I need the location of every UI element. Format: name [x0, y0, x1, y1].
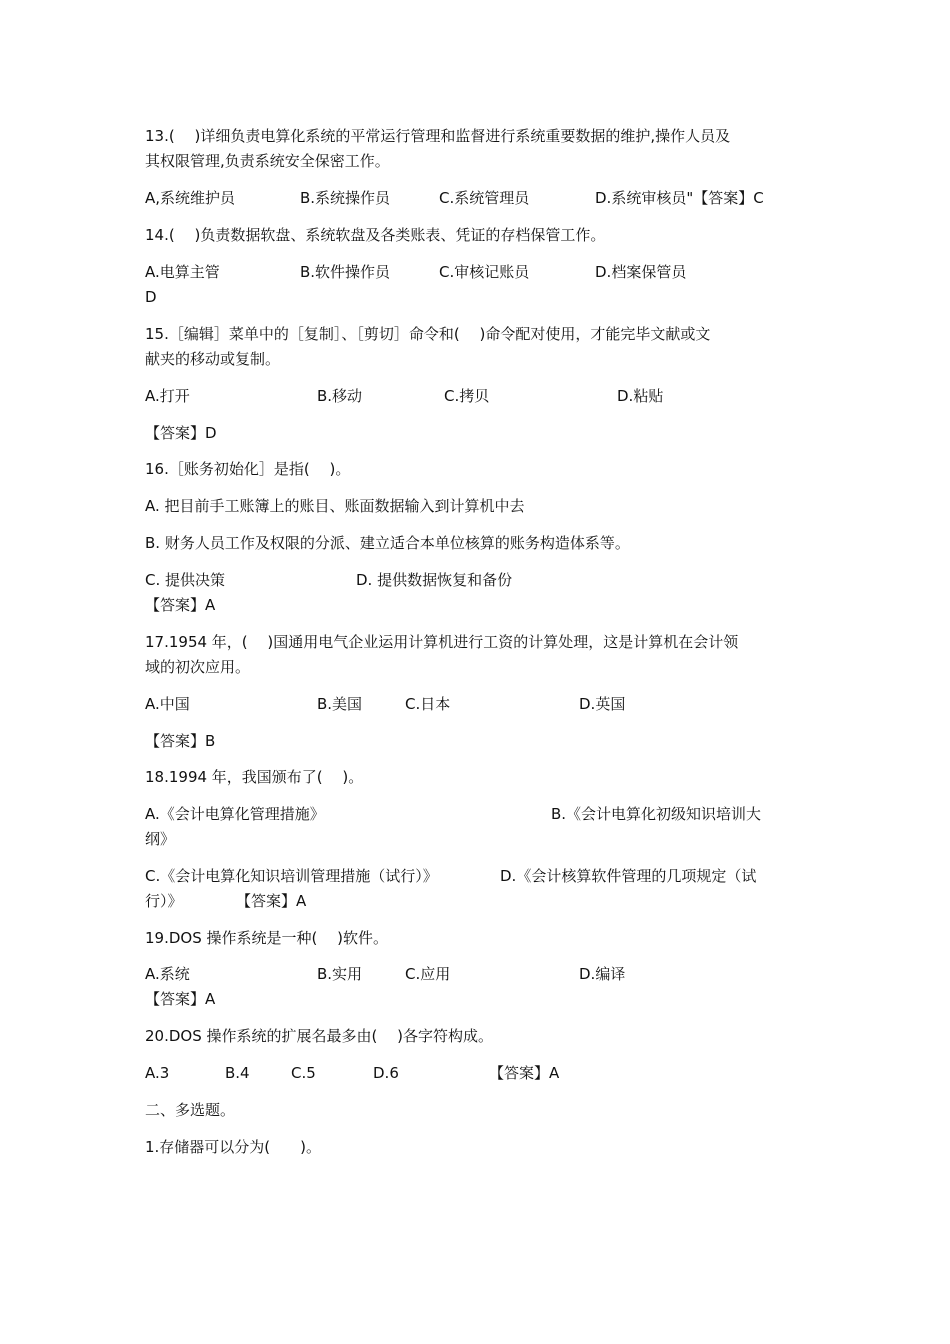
question-15-answer: 【答案】D [145, 424, 217, 442]
question-16-stem: 16.［账务初始化］是指( )。 [145, 460, 351, 478]
question-17-option-b: B.美国 [317, 695, 363, 713]
question-17-option-d: D.英国 [579, 695, 626, 713]
question-17-stem-line-1: 17.1954 年，( )国通用电气企业运用计算机进行工资的计算处理，这是计算机在会计领 [145, 633, 739, 651]
question-13-option-c: C.系统管理员 [439, 189, 530, 207]
question-20-stem: 20.DOS 操作系统的扩展名最多由( )各字符构成。 [145, 1027, 493, 1045]
question-16-option-a: A. 把目前手工账簿上的账目、账面数据输入到计算机中去 [145, 497, 525, 515]
mc-question-1-stem: 1.存储器可以分为( )。 [145, 1138, 322, 1156]
question-16-option-c: C. 提供决策 [145, 571, 226, 589]
question-19-option-c: C.应用 [405, 965, 451, 983]
question-18-option-a: A.《会计电算化管理措施》 [145, 805, 325, 823]
section-heading-multiple-choice: 二、多选题。 [145, 1101, 236, 1119]
question-15-stem-line-2: 献夹的移动或复制。 [145, 350, 281, 368]
question-20-option-c: C.5 [291, 1064, 316, 1082]
question-20-option-b: B.4 [225, 1064, 250, 1082]
question-20-option-d: D.6 [373, 1064, 399, 1082]
question-18-option-b-cont: 纲》 [145, 830, 176, 848]
question-15-option-c: C.拷贝 [444, 387, 490, 405]
question-20-option-a: A.3 [145, 1064, 170, 1082]
question-14-stem: 14.( )负责数据软盘、系统软盘及各类账表、凭证的存档保管工作。 [145, 226, 606, 244]
question-17-stem-line-2: 域的初次应用。 [145, 658, 251, 676]
question-16-option-b: B. 财务人员工作及权限的分派、建立适合本单位核算的账务构造体系等。 [145, 534, 630, 552]
question-18-stem: 18.1994 年，我国颁布了( )。 [145, 768, 364, 786]
question-17-option-c: C.日本 [405, 695, 451, 713]
question-13-stem-line-2: 其权限管理,负责系统安全保密工作。 [145, 152, 390, 170]
question-18-option-d-cont: 行）》 [145, 892, 183, 910]
question-13-option-a: A,系统维护员 [145, 189, 236, 207]
question-14-option-b: B.软件操作员 [300, 263, 391, 281]
question-14-option-a: A.电算主管 [145, 263, 220, 281]
question-15-stem-line-1: 15.［编辑］菜单中的［复制］、［剪切］命令和( )命令配对使用，才能完毕文献或文 [145, 325, 711, 343]
question-18-option-b: B.《会计电算化初级知识培训大 [551, 805, 762, 823]
question-18-option-d: D.《会计核算软件管理的几项规定（试 [500, 867, 757, 885]
question-14-option-d: D.档案保管员 [595, 263, 687, 281]
question-16-answer: 【答案】A [145, 596, 216, 614]
question-13-option-d-answer: D.系统审核员"【答案】C [595, 189, 764, 207]
question-14-option-c: C.审核记账员 [439, 263, 530, 281]
question-17-option-a: A.中国 [145, 695, 190, 713]
question-19-option-a: A.系统 [145, 965, 190, 983]
question-19-option-b: B.实用 [317, 965, 363, 983]
question-15-option-a: A.打开 [145, 387, 190, 405]
question-14-answer: D [145, 288, 157, 306]
question-18-option-c: C.《会计电算化知识培训管理措施（试行）》 [145, 867, 438, 885]
question-15-option-b: B.移动 [317, 387, 363, 405]
question-20-answer: 【答案】A [489, 1064, 560, 1082]
question-15-option-d: D.粘贴 [617, 387, 664, 405]
question-17-answer: 【答案】B [145, 732, 216, 750]
question-13-stem-line-1: 13.( )详细负责电算化系统的平常运行管理和监督进行系统重要数据的维护,操作人员及 [145, 127, 731, 145]
question-18-answer: 【答案】A [236, 892, 307, 910]
question-19-stem: 19.DOS 操作系统是一种( )软件。 [145, 929, 388, 947]
question-19-answer: 【答案】A [145, 990, 216, 1008]
question-19-option-d: D.编译 [579, 965, 626, 983]
question-13-option-b: B.系统操作员 [300, 189, 391, 207]
question-16-option-d: D. 提供数据恢复和备份 [356, 571, 513, 589]
